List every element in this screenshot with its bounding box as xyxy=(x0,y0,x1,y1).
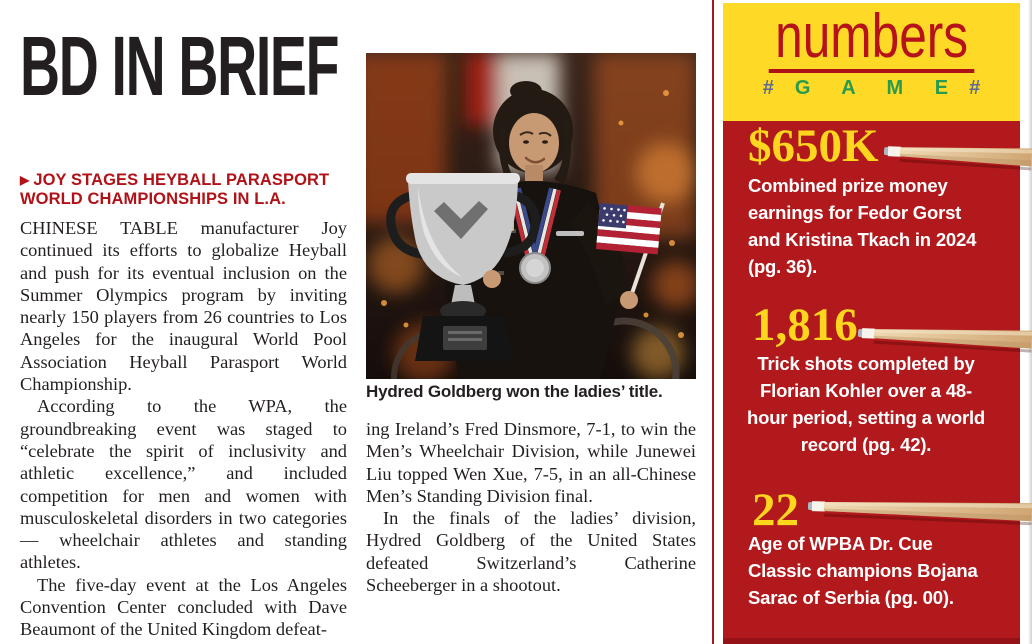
stat-text: Age of WPBA Dr. Cue Classic champions Bojana Sarac of Serbia (pg. 00). xyxy=(748,533,978,608)
photo-illustration xyxy=(366,53,696,379)
stats-panel xyxy=(723,121,1020,644)
stat-text: Trick shots completed by Florian Kohler over a 48-hour period, setting a world record (pg. 42). xyxy=(747,353,985,455)
paragraph: The five-day event at the Los Angeles Convention Center concluded with Dave Beaumont of the United Kingdom defeat- xyxy=(20,574,347,640)
stat-number: 22 xyxy=(752,484,799,536)
paragraph: According to the WPA, the groundbreaking event was staged to “celebrate the spirit of inclusivity and athletic excellence,” and included competition for men and women with musculoskeletal disorders in two categories — wheelchair athletes and standing athletes. xyxy=(20,396,347,573)
article-headline xyxy=(20,171,354,208)
article-column-2 xyxy=(366,418,696,596)
paragraph: In the finals of the ladies’ division, Hydred Goldberg of the United States defeated Switzerland’s Catherine Scheeberger in a shootout. xyxy=(366,508,696,596)
game-tagline xyxy=(763,77,980,100)
hash-icon: # xyxy=(762,77,774,99)
photo-caption: Hydred Goldberg won the ladies’ title. xyxy=(366,382,663,401)
stat-number: $650K xyxy=(748,120,879,172)
game-letters: G A M E xyxy=(794,77,962,99)
stat-number: 1,816 xyxy=(752,299,858,351)
arrow-right-icon: ▶ xyxy=(20,173,30,187)
paragraph: ing Ireland’s Fred Dinsmore, 7-1, to win the Men’s Wheelchair Division, while Junewei Liu topped Wen Xue, 7-5, in an all-Chinese Men’s Standing Division final. xyxy=(366,419,696,506)
page-title: BD IN BRIEF xyxy=(20,19,339,113)
stat-text: Combined prize money earnings for Fedor Gorst and Kristina Tkach in 2024 (pg. 36). xyxy=(748,175,977,277)
numbers-game-masthead xyxy=(723,3,1020,121)
article-headline-text: JOY STAGES HEYBALL PARASPORT WORLD CHAMPIONSHIPS IN L.A. xyxy=(20,171,330,208)
paragraph: CHINESE TABLE manufacturer Joy continued its efforts to globalize Heyball and push for its eventual inclusion on the Summer Olympics program by inviting nearly 150 players from 26 countries to Los Angeles for the inaugural World Pool Association Heyball Parasport World Championship. xyxy=(20,218,347,395)
article-column-1 xyxy=(20,217,347,641)
divider-rule xyxy=(712,0,714,644)
hydred-logo xyxy=(556,231,584,236)
page-edge xyxy=(1028,0,1032,644)
hash-icon: # xyxy=(969,77,981,99)
numbers-wordmark: numbers xyxy=(769,5,975,73)
